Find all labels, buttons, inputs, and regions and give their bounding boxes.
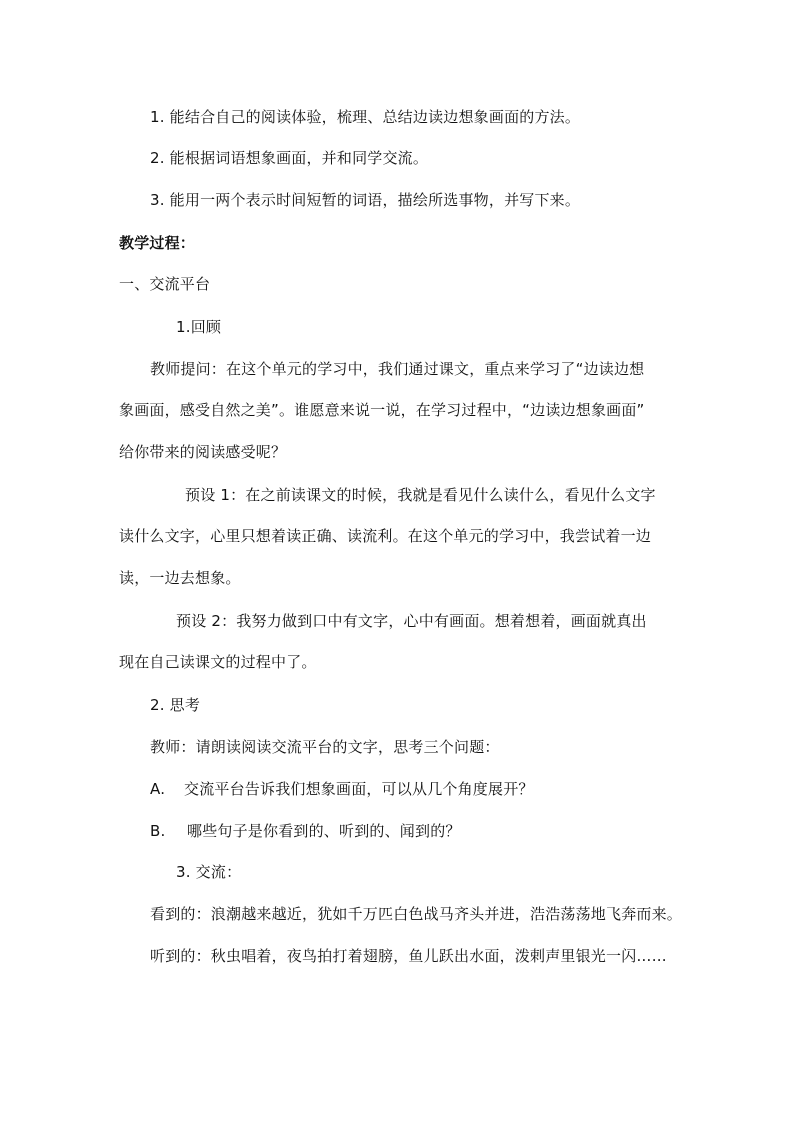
step1-title: 1.回顾 — [176, 318, 222, 336]
goal-3: 3. 能用一两个表示时间短暂的词语，描绘所选事物，并写下来。 — [150, 191, 581, 209]
preset1-line-2: 读什么文字，心里只想着读正确、读流利。在这个单元的学习中，我尝试着一边 — [119, 527, 652, 545]
step2-title: 2. 思考 — [150, 696, 201, 714]
preset1-line-1: 预设 1：在之前读课文的时候，我就是看见什么读什么，看见什么文字 — [185, 486, 656, 504]
question-b-text: 哪些句子是你看到的、听到的、闻到的？ — [187, 822, 461, 840]
part-one-heading: 一、交流平台 — [119, 275, 211, 293]
seen-line: 看到的：浪潮越来越近，犹如千万匹白色战马齐头并进，浩浩荡荡地飞奔而来。 — [150, 905, 683, 923]
preset2-line-2: 现在自己读课文的过程中了。 — [119, 653, 317, 671]
heard-line: 听到的：秋虫唱着，夜鸟拍打着翅膀，鱼儿跃出水面，泼剌声里银光一闪…… — [150, 947, 667, 965]
teacher-instruction: 教师：请朗读阅读交流平台的文字，思考三个问题： — [150, 738, 500, 756]
question-b — [150, 821, 461, 841]
question-b-letter: B. — [150, 822, 166, 840]
question-a-text: 交流平台告诉我们想象画面，可以从几个角度展开？ — [184, 780, 534, 798]
question-a-letter: A. — [150, 780, 166, 798]
step3-title: 3. 交流： — [176, 863, 242, 881]
question-a — [150, 779, 534, 799]
goal-2: 2. 能根据词语想象画面，并和同学交流。 — [150, 149, 429, 167]
preset1-line-3: 读，一边去想象。 — [119, 569, 241, 587]
teacher-question-line-1: 教师提问：在这个单元的学习中，我们通过课文，重点来学习了“边读边想 — [150, 360, 645, 378]
goal-1: 1. 能结合自己的阅读体验，梳理、总结边读边想象画面的方法。 — [150, 108, 581, 126]
teacher-question-line-3: 给你带来的阅读感受呢？ — [119, 443, 287, 461]
preset2-line-1: 预设 2：我努力做到口中有文字，心中有画面。想着想着，画面就真出 — [176, 612, 647, 630]
teacher-question-line-2: 象画面，感受自然之美”。谁愿意来说一说，在学习过程中，“边读边想象画面” — [119, 401, 645, 419]
section-heading: 教学过程： — [119, 234, 196, 252]
